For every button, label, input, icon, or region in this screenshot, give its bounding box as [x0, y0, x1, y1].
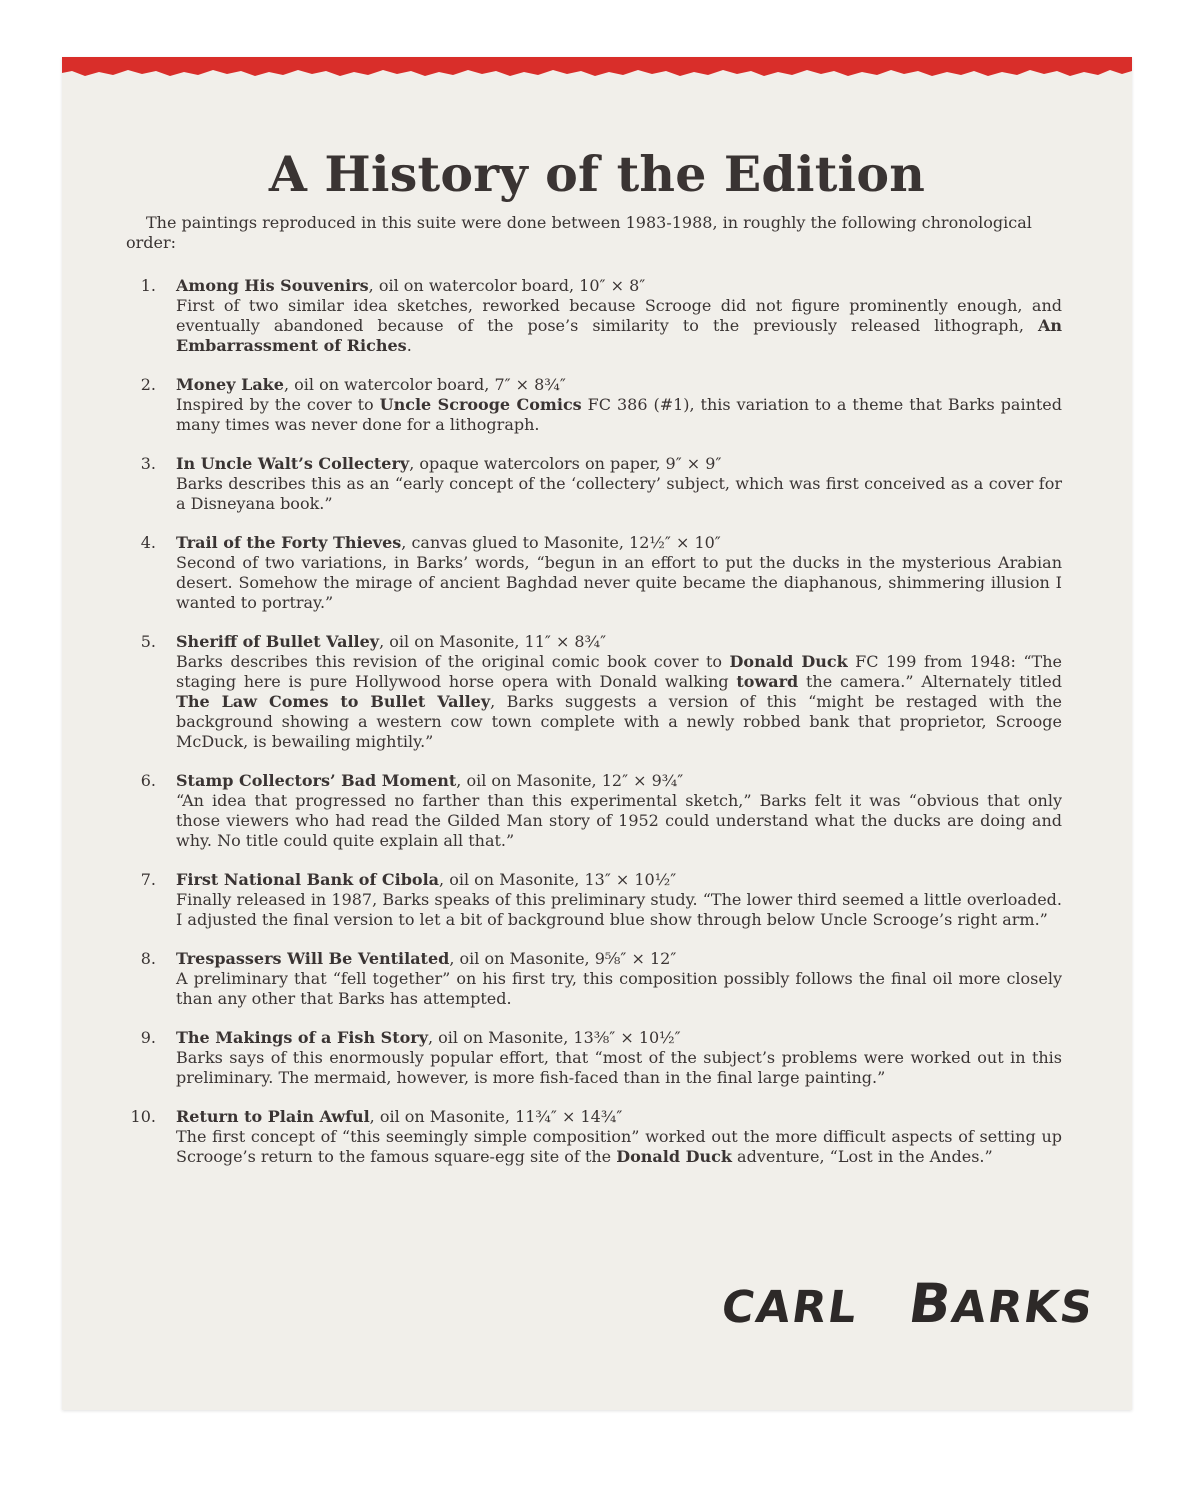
list-item [118, 1028, 1062, 1088]
painting-title: Trail of the Forty Thieves [176, 533, 402, 552]
list-item [118, 632, 1062, 752]
description-text: , Barks suggests a version of this “might be restaged with the background showing a western cow town complete with a newly robbed bank that proprietor, Scrooge McDuck, is bewailing mightily.” [176, 692, 1063, 751]
painting-title: Stamp Collectors’ Bad Moment [176, 771, 457, 790]
intro-paragraph: The paintings reproduced in this suite were done between 1983-1988, in roughly the following chronological order: [126, 213, 1032, 252]
painting-title: The Makings of a Fish Story [176, 1028, 428, 1047]
painting-title: Return to Plain Awful [176, 1107, 370, 1126]
painting-medium: , oil on Masonite, 11¾″ × 14¾″ [369, 1107, 623, 1126]
description-text: Inspired by the cover to [176, 395, 380, 414]
item-heading [176, 454, 1062, 474]
list-item [118, 870, 1062, 930]
item-number: 3. [140, 454, 156, 473]
list-item [118, 375, 1062, 435]
description-text: Second of two variations, in Barks’ words, “begun in an effort to put the ducks in the mysterious Arabian desert. Somehow the mirage of ancient Baghdad never quite became the diaphanous, shimmering illusion I wanted to portray.” [176, 553, 1062, 612]
painting-medium: , opaque watercolors on paper, 9″ × 9″ [409, 454, 722, 473]
item-number: 8. [140, 949, 156, 968]
item-description [176, 1127, 1062, 1167]
item-heading [176, 771, 1062, 791]
item-number: 1. [140, 276, 156, 295]
item-number: 2. [140, 375, 156, 394]
painting-title: Among His Souvenirs [176, 276, 369, 295]
item-number: 10. [130, 1107, 156, 1126]
page-title: A History of the Edition [268, 145, 926, 203]
item-heading [176, 1107, 1062, 1127]
bold-title-text: An Embarrassment of Riches [176, 316, 1062, 355]
list-item [118, 949, 1062, 1009]
item-number: 4. [140, 533, 156, 552]
description-text: First of two similar idea sketches, reworked because Scrooge did not figure prominently enough, and eventually abandoned because of the pose’s similarity to the previously released lithograph, [176, 296, 1062, 335]
description-text: Barks describes this as an “early concept of the ‘collectery’ subject, which was first conceived as a cover for a Disneyana book.” [176, 474, 1062, 513]
description-text: “An idea that progressed no farther than this experimental sketch,” Barks felt it was “obvious that only those viewers who had read the Gilded Man story of 1952 could understand what the ducks are doing and why. No title could quite explain all that.” [176, 791, 1062, 850]
painting-medium: , oil on Masonite, 9⅝″ × 12″ [449, 949, 677, 968]
item-description [176, 1048, 1062, 1088]
item-number: 6. [140, 771, 156, 790]
painting-medium: , oil on watercolor board, 7″ × 8¾″ [283, 375, 566, 394]
description-text: The first concept of “this seemingly simple composition” worked out the more difficult aspects of setting up Scrooge’s return to the famous square-egg site of the [176, 1127, 1062, 1166]
list-item [118, 454, 1062, 514]
list-item [118, 771, 1062, 851]
list-item [118, 533, 1062, 613]
item-heading [176, 533, 1062, 553]
item-description [176, 395, 1062, 435]
description-text: A preliminary that “fell together” on his first try, this composition possibly follows the final oil more closely than any other that Barks has attempted. [176, 969, 1062, 1008]
painting-medium: , oil on Masonite, 13⅜″ × 10½″ [427, 1028, 681, 1047]
item-heading [176, 276, 1062, 296]
list-item [118, 276, 1062, 356]
painting-medium: , oil on Masonite, 13″ × 10½″ [439, 870, 677, 889]
item-number: 7. [140, 870, 156, 889]
description-text: . [406, 336, 412, 355]
painting-medium: , oil on Masonite, 11″ × 8¾″ [379, 632, 607, 651]
bold-title-text: The Law Comes to Bullet Valley [176, 692, 491, 711]
item-heading [176, 375, 1062, 395]
item-description [176, 296, 1062, 356]
document-sheet [62, 57, 1132, 1410]
painting-list [118, 276, 1062, 1186]
item-heading [176, 949, 1062, 969]
item-description [176, 652, 1062, 752]
item-heading [176, 870, 1062, 890]
painting-medium: , oil on Masonite, 12″ × 9¾″ [456, 771, 684, 790]
painting-title: Money Lake [176, 375, 284, 394]
painting-title: In Uncle Walt’s Collectery [176, 454, 410, 473]
bold-title-text: Donald Duck [616, 1147, 732, 1166]
item-heading [176, 632, 1062, 652]
item-number: 9. [140, 1028, 156, 1047]
description-text: Barks says of this enormously popular effort, that “most of the subject’s problems were worked out in this preliminary. The mermaid, however, is more fish-faced than in the final large painting.” [176, 1048, 1062, 1087]
item-heading [176, 1028, 1062, 1048]
description-text: adventure, “Lost in the Andes.” [731, 1147, 993, 1166]
carl-barks-signature: CARL BARKS [718, 1272, 1098, 1335]
painting-title: First National Bank of Cibola [176, 870, 440, 889]
description-text: FC 386 (#1), this variation to a theme that Barks painted many times was never done for a lithograph. [176, 395, 1063, 434]
description-text: the camera.” Alternately titled [798, 672, 1063, 691]
painting-title: Sheriff of Bullet Valley [176, 632, 380, 651]
description-text: Barks describes this revision of the original comic book cover to [176, 652, 730, 671]
description-text: Finally released in 1987, Barks speaks of this preliminary study. “The lower third seemed a little overloaded. I adjusted the final version to let a bit of background blue show through below Uncle Scrooge’s right arm.” [176, 890, 1062, 929]
bold-title-text: Donald Duck [729, 652, 848, 671]
item-number: 5. [140, 632, 156, 651]
painting-medium: , oil on watercolor board, 10″ × 8″ [368, 276, 646, 295]
description-text: FC 199 from 1948: “The staging here is pure Hollywood horse opera with Donald walking [176, 652, 1063, 691]
item-description [176, 474, 1062, 514]
bold-title-text: toward [736, 672, 799, 691]
item-description [176, 969, 1062, 1009]
item-description [176, 553, 1062, 613]
list-item [118, 1107, 1062, 1167]
red-deckled-edge [62, 57, 1132, 87]
painting-medium: , canvas glued to Masonite, 12½″ × 10″ [401, 533, 721, 552]
item-description [176, 791, 1062, 851]
bold-title-text: Uncle Scrooge Comics [379, 395, 582, 414]
item-description [176, 890, 1062, 930]
painting-title: Trespassers Will Be Ventilated [176, 949, 450, 968]
